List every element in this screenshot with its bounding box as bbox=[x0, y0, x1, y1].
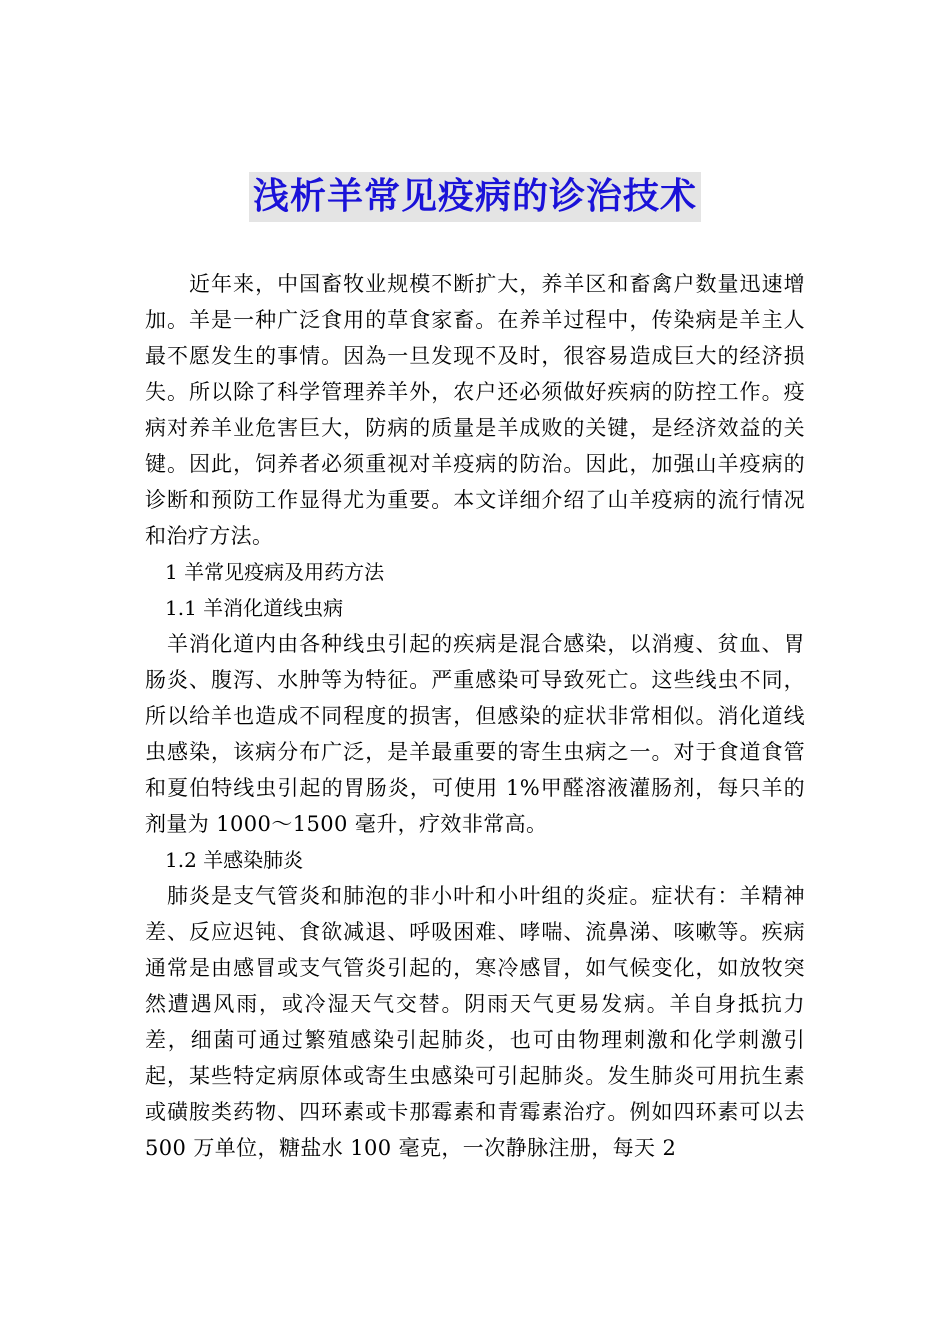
document-body bbox=[145, 266, 805, 1166]
section-1-1-heading: 1.1 羊消化道线虫病 bbox=[165, 596, 344, 620]
section-1-2-paragraph: 肺炎是支气管炎和肺泡的非小叶和小叶组的炎症。症状有：羊精神差、反应迟钝、食欲减退、呼吸困难、哮喘、流鼻涕、咳嗽等。疾病通常是由感冒或支气管炎引起的，寒冷感冒，如气候变化，如放牧突然遭遇风雨，或冷湿天气交替。阴雨天气更易发病。羊自身抵抗力差，细菌可通过繁殖感染引起肺炎，也可由物理刺激和化学刺激引起，某些特定病原体或寄生虫感染可引起肺炎。发生肺炎可用抗生素或磺胺类药物、四环素或卡那霉素和青霉素治疗。例如四环素可以去 500 万单位，糖盐水 100 毫克，一次静脉注册，每天 2 bbox=[145, 884, 805, 1160]
section-1-heading: 1 羊常见疫病及用药方法 bbox=[165, 560, 385, 584]
section-1-1-paragraph: 羊消化道内由各种线虫引起的疾病是混合感染，以消瘦、贫血、胃肠炎、腹泻、水肿等为特征。严重感染可导致死亡。这些线虫不同，所以给羊也造成不同程度的损害，但感染的症状非常相似。消化道线虫感染，该病分布广泛，是羊最重要的寄生虫病之一。对于食道食管和夏伯特线虫引起的胃肠炎，可使用 1%甲醛溶液灌肠剂，每只羊的剂量为 1000～1500 毫升，疗效非常高。 bbox=[145, 632, 805, 836]
document-title: 浅析羊常见疫病的诊治技术 bbox=[249, 172, 701, 222]
section-1-2-heading: 1.2 羊感染肺炎 bbox=[165, 848, 304, 872]
title-container bbox=[0, 172, 950, 222]
intro-paragraph: 近年来，中国畜牧业规模不断扩大，养羊区和畜禽户数量迅速增加。羊是一种广泛食用的草食家畜。在养羊过程中，传染病是羊主人最不愿发生的事情。因為一旦发现不及时，很容易造成巨大的经济损失。所以除了科学管理养羊外，农户还必须做好疾病的防控工作。疫病对养羊业危害巨大，防病的质量是羊成败的关键，是经济效益的关键。因此，饲养者必须重视对羊疫病的防治。因此，加强山羊疫病的诊断和预防工作显得尤为重要。本文详细介绍了山羊疫病的流行情况和治疗方法。 bbox=[145, 272, 805, 548]
